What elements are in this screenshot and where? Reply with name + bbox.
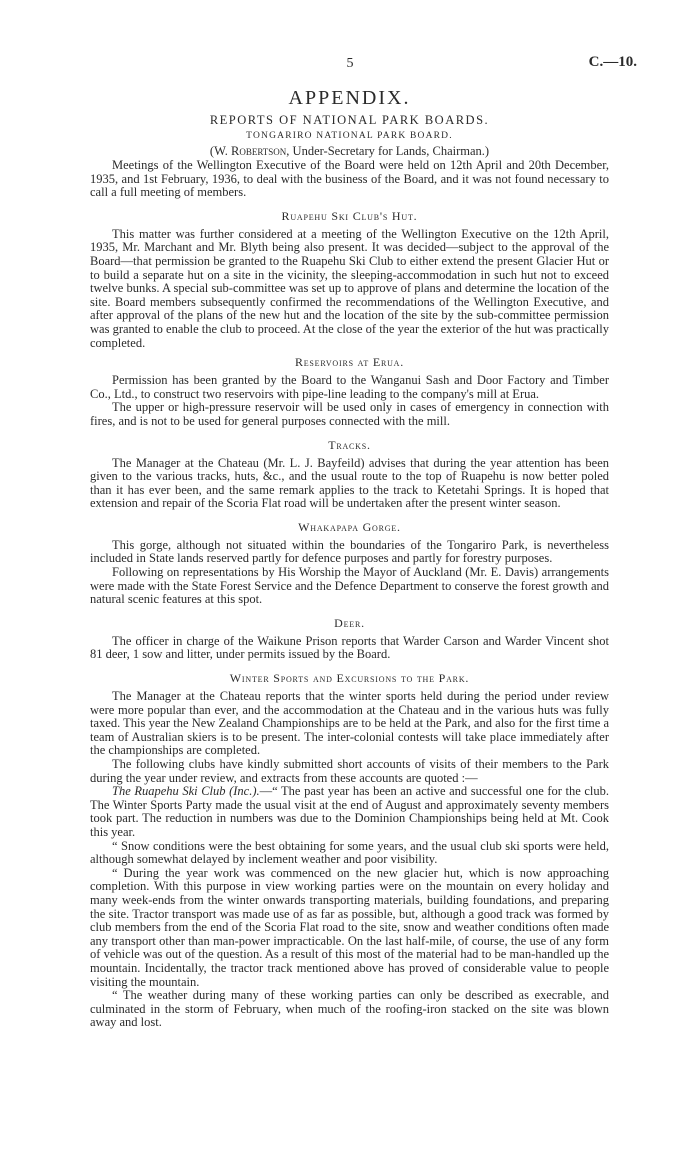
winter-paragraph-6: “ The weather during many of these working parties can only be described as execrable, and culminated in the storm of February, when much of the roofing-iron stacked on the site was blown away and lost. (90, 988, 609, 1030)
chairman-line (90, 143, 609, 159)
board-name: TONGARIRO NATIONAL PARK BOARD. (246, 131, 453, 141)
document-reference: C.—10. (588, 54, 637, 70)
reservoirs-paragraph-2: The upper or high-pressure reservoir will be used only in cases of emergency in connection with fires, and is not to be used for general purposes connected with the mill. (90, 400, 609, 428)
tracks-paragraph: The Manager at the Chateau (Mr. L. J. Bayfeild) advises that during the year attention has been given to the various tracks, huts, &c., and the usual route to the top of Ruapehu is now better poled than it has ever been, and the same remark applies to the track to Ketetahi Springs. It is hoped that extension and repair of the Scoria Flat road will be undertaken after the present winter season. (90, 455, 609, 511)
section-heading-ski-hut: Ruapehu Ski Club's Hut. (281, 208, 418, 223)
section-heading-tracks: Tracks. (328, 437, 371, 452)
reports-subtitle: REPORTS OF NATIONAL PARK BOARDS. (209, 113, 490, 127)
winter-paragraph-5: “ During the year work was commenced on the new glacier hut, which is now approaching completion. With this purpose in view working parties were on the mountain on every holiday and many week-ends from the winter onwards transporting materials, building foundations, and preparing the site. Tractor transport was made use of as far as possible, but, although a good track was formed by club members from the end of the Scoria Flat road to the site, snow and weather conditions often made any transport other than man-power impracticable. On the last half-mile, of course, the use of any form of vehicle was out of the question. As a result of this most of the material had to be man-handled up the mountain. Incidentally, the tractor track mentioned above has proved of considerable value to people visiting the mountain. (90, 865, 609, 989)
winter-paragraph-4: “ Snow conditions were the best obtaining for some years, and the usual club ski sports were held, although somewhat delayed by inclement weather and poor visibility. (90, 838, 609, 867)
deer-paragraph: The officer in charge of the Waikune Prison reports that Warder Carson and Warder Vincent shot 81 deer, 1 sow and litter, under permits issued by the Board. (90, 633, 609, 662)
winter-paragraph-2: The following clubs have kindly submitted short accounts of visits of their members to the Park during the year under review, and extracts from these accounts are quoted :— (90, 757, 609, 785)
chair-prefix: (W. (209, 144, 231, 158)
section-heading-deer: Deer. (334, 615, 365, 630)
ski-hut-paragraph: This matter was further considered at a meeting of the Wellington Executive on the 12th April, 1935, Mr. Marchant and Mr. Blyth being also present. It was decided—subject to the approval of the Board—that permission be granted to the Ruapehu Ski Club to either extend the present Glacier Hut or to build a separate hut on a site in the vicinity, the sleeping-accommodation in such hut not to exceed twelve bunks. A special sub-committee was set up to approve of plans and determine the location of the site. Board members subsequently confirmed the recommendations of the Wellington Executive, and after approval of the plans of the new hut and the location of the site by the sub-committee permission was granted to enable the club to proceed. At the close of the year the exterior of the hut was practically completed. (90, 226, 609, 350)
page-number: 5 (346, 56, 354, 71)
club-name-italic: The Ruapehu Ski Club (Inc.). (112, 784, 260, 799)
gorge-paragraph-1: This gorge, although not situated within the boundaries of the Tongariro Park, is nevertheless included in State lands reserved partly for defence purposes and partly for forestry purposes. (90, 537, 609, 566)
winter-paragraph-3 (90, 785, 609, 839)
winter-paragraph-1: The Manager at the Chateau reports that the winter sports held during the period under review were more popular than ever, and the accommodation at the Chateau and in the various huts was fully taxed. This year the New Zealand Championships are to be held at the Park, and also for the first time a team of Australian skiers is to be present. The inter-colonial contests will take place immediately after the championships are completed. (90, 689, 609, 758)
chair-name: Robertson (230, 144, 287, 158)
section-heading-winter: Winter Sports and Excursions to the Park. (229, 671, 470, 686)
gorge-paragraph-2: Following on representations by His Worship the Mayor of Auckland (Mr. E. Davis) arrangements were made with the State Forest Service and the Defence Department to conserve the forest growth and natural scenic features at this spot. (90, 565, 609, 607)
section-heading-gorge: Whakapapa Gorge. (298, 519, 401, 534)
chair-suffix: , Under-Secretary for Lands, Chairman.) (286, 144, 490, 158)
club-report-text: —“ The past year has been an active and successful one for the club. The Winter Sports Party made the usual visit at the end of August and approximately seventy members took part. The reduction in numbers was due to the Dominion Championships being held at Mt. Cook this year. (90, 784, 609, 839)
intro-paragraph: Meetings of the Wellington Executive of the Board were held on 12th April and 20th December, 1935, and 1st February, 1936, to deal with the business of the Board, and it was not found necessary to call a full meeting of members. (90, 158, 609, 200)
reservoirs-paragraph-1: Permission has been granted by the Board to the Wanganui Sash and Door Factory and Timber Co., Ltd., to construct two reservoirs with pipe-line leading to the company's mill at Erua. (90, 373, 609, 401)
page-content (90, 84, 609, 1030)
section-heading-reservoirs: Reservoirs at Erua. (294, 355, 405, 370)
appendix-title: APPENDIX. (288, 87, 411, 109)
